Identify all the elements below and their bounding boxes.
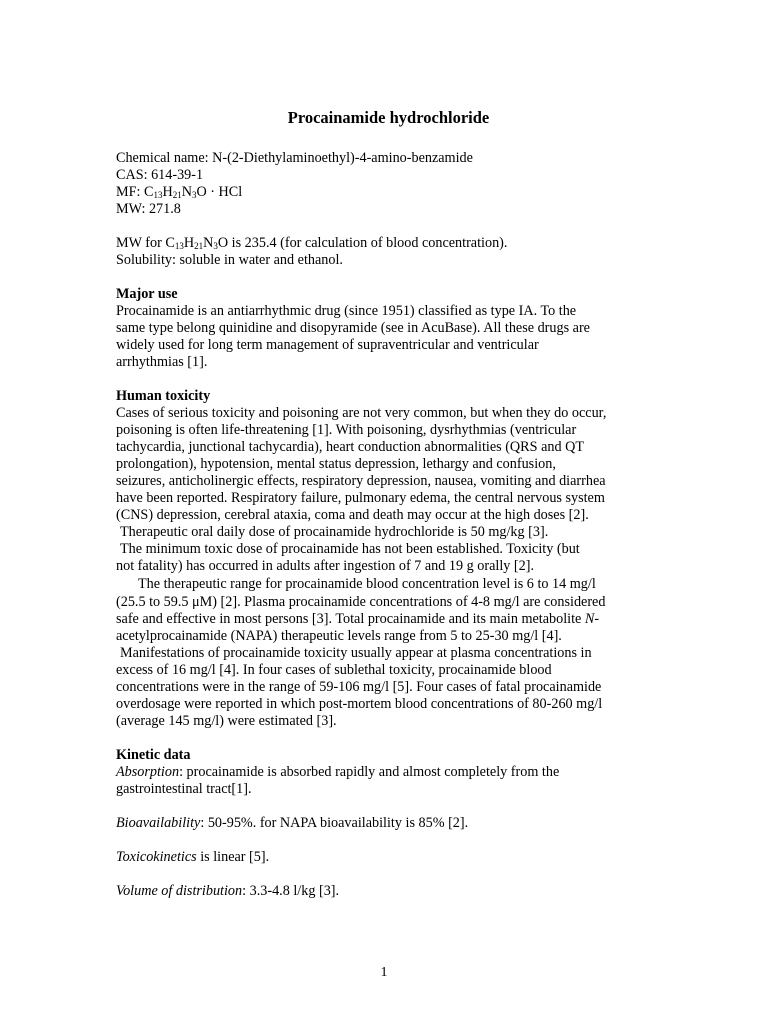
page-number: 1: [380, 965, 388, 980]
molecular-formula: MF: $C_{13}H_{21}N_3O$ · HCl: [116, 184, 243, 200]
solubility: Solubility: soluble in water and ethanol.: [116, 252, 343, 268]
toxicity-manifestation-line: concentrations were in the range of 59-106 mg/l [5]. Four cases of fatal procainamide: [116, 679, 602, 695]
toxicity-paragraph-line: Cases of serious toxicity and poisoning are not very common, but when they do occur,: [116, 405, 607, 421]
toxicity-paragraph-line: have been reported. Respiratory failure, pulmonary edema, the central nervous system: [116, 490, 605, 506]
toxicity-paragraph-line: (CNS) depression, cerebral ataxia, coma and death may occur at the high doses [2].: [116, 507, 589, 523]
chemical-name: Chemical name: N-(2-Diethylaminoethyl)-4-amino-benzamide: [116, 150, 473, 166]
toxic-dose-line: The minimum toxic dose of procainamide has not been established. Toxicity (but: [120, 541, 580, 557]
toxicity-paragraph-line: prolongation), hypotension, mental status depression, lethargy and confusion,: [116, 456, 556, 472]
toxicity-manifestation-line: excess of 16 mg/l [4]. In four cases of sublethal toxicity, procainamide blood: [116, 662, 552, 678]
therapeutic-range-line: safe and effective in most persons [3]. Total procainamide and its main metabolite N-: [116, 611, 600, 627]
therapeutic-range-line: (25.5 to 59.5 μM) [2]. Plasma procainamide concentrations of 4-8 mg/l are considered: [116, 594, 606, 610]
major-use-section: [116, 286, 661, 371]
absorption-line: Absorption: procainamide is absorbed rapidly and almost completely from the: [116, 764, 560, 780]
major-use-line: same type belong quinidine and disopyramide (see in AcuBase). All these drugs are: [116, 320, 590, 336]
kinetic-data-section: [116, 747, 661, 900]
toxicity-paragraph-line: tachycardia, junctional tachycardia), heart conduction abnormalities (QRS and QT: [116, 439, 585, 455]
document-page: [116, 108, 661, 900]
human-toxicity-heading: Human toxicity: [116, 388, 211, 404]
toxic-dose-line: not fatality) has occurred in adults after ingestion of 7 and 19 g orally [2].: [116, 558, 535, 574]
therapeutic-dose-line: Therapeutic oral daily dose of procainamide hydrochloride is 50 mg/kg [3].: [120, 524, 549, 540]
human-toxicity-section: [116, 388, 661, 730]
major-use-heading: Major use: [116, 286, 178, 302]
bioavailability-line: Bioavailability: 50-95%. for NAPA bioavailability is 85% [2].: [116, 815, 469, 831]
absorption-line: gastrointestinal tract[1].: [116, 781, 252, 797]
major-use-line: arrhythmias [1].: [116, 354, 208, 370]
molecular-weight: MW: 271.8: [116, 201, 181, 217]
toxicity-manifestation-line: overdosage were reported in which post-mortem blood concentrations of 80-260 mg/l: [116, 696, 603, 712]
kinetic-data-heading: Kinetic data: [116, 747, 191, 763]
toxicity-manifestation-line: (average 145 mg/l) were estimated [3].: [116, 713, 337, 729]
major-use-line: widely used for long term management of supraventricular and ventricular: [116, 337, 539, 353]
document-title: Procainamide hydrochloride: [287, 108, 490, 127]
toxicokinetics-line: Toxicokinetics is linear [5].: [116, 849, 270, 865]
toxicity-paragraph-line: seizures, anticholinergic effects, respiratory depression, nausea, vomiting and diarrhea: [116, 473, 606, 489]
toxicity-paragraph-line: poisoning is often life-threatening [1]. With poisoning, dysrhythmias (ventricular: [116, 422, 577, 438]
volume-of-distribution-line: Volume of distribution: 3.3-4.8 l/kg [3].: [116, 883, 340, 899]
toxicity-manifestation-line: Manifestations of procainamide toxicity usually appear at plasma concentrations in: [120, 645, 592, 661]
cas-number: CAS: 614-39-1: [116, 167, 204, 183]
major-use-line: Procainamide is an antiarrhythmic drug (since 1951) classified as type IA. To the: [116, 303, 577, 319]
mw-base-note: MW for $C_{13}H_{21}N_3O$ is 235.4 (for calculation of blood concentration).: [116, 235, 508, 251]
mw-note-block: [116, 235, 661, 269]
identity-block: [116, 150, 661, 218]
therapeutic-range-line: The therapeutic range for procainamide blood concentration level is 6 to 14 mg/l: [138, 576, 596, 592]
therapeutic-range-line: acetylprocainamide (NAPA) therapeutic levels range from 5 to 25-30 mg/l [4].: [116, 628, 562, 644]
